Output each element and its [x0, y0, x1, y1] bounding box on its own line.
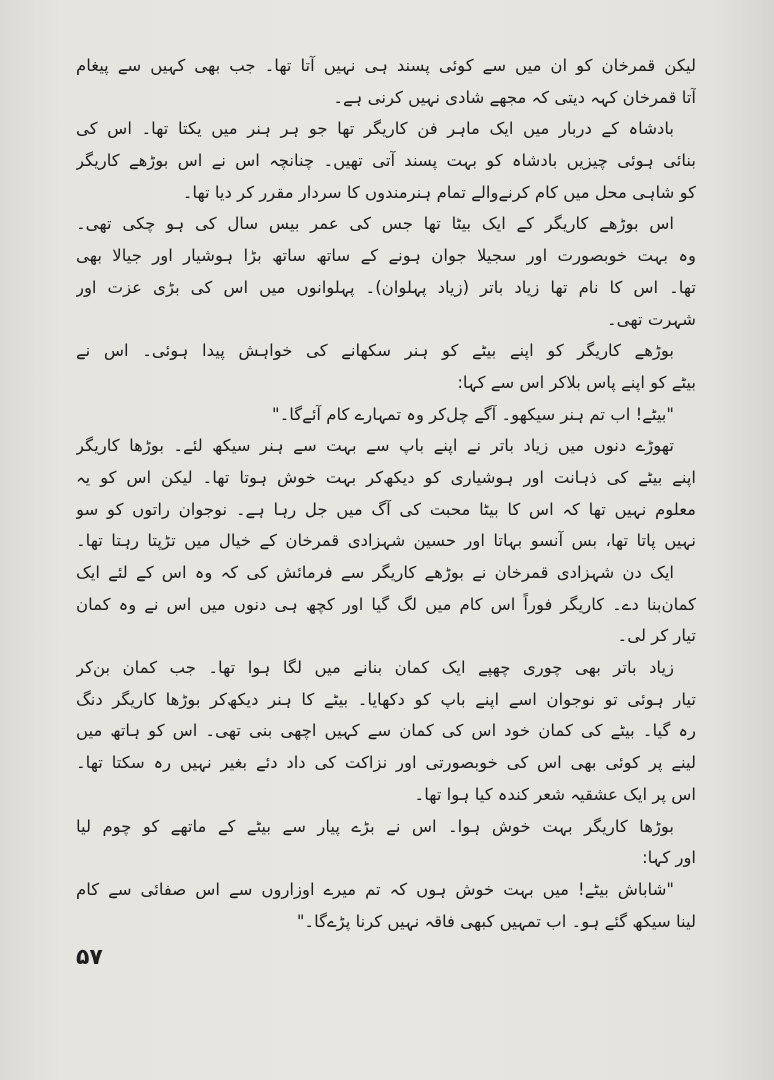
text-line: بیٹے کو اپنے پاس بلاکر اس سے کہا: — [457, 372, 696, 392]
text-line: تھوڑے دنوں میں زیاد باتر نے اپنے باپ سے بہت سے ہنر سیکھ لئے۔ بوڑھا کاریگر — [76, 436, 674, 456]
text-line: تیار کر لی۔ — [617, 626, 696, 646]
text-line: اس بوڑھے کاریگر کے ایک بیٹا تھا جس کی عمر بیس سال کی ہو چکی تھی۔ — [76, 214, 674, 234]
body-text — [76, 50, 696, 937]
text-line: لینے پر کوئی بھی اس کی خوبصورتی اور نزاکت کی داد دئے بغیر نہیں رہ سکتا تھا۔ — [76, 753, 696, 773]
text-line: نہیں پاتا تھا، بس آنسو بہاتا اور حسین شہزادی قمرخان کے خیال میں تڑپتا رہتا تھا۔ — [76, 531, 696, 551]
text-line: اپنے بیٹے کی ذہانت اور ہوشیاری کو دیکھ‌کر بہت خوش ہوتا تھا۔ لیکن اس کو یہ — [76, 467, 696, 487]
text-line: اور کہا: — [642, 848, 696, 868]
text-line: بوڑھا کاریگر بہت خوش ہوا۔ اس نے بڑے پیار سے بیٹے کے ماتھے کو چوم لیا — [76, 816, 674, 836]
text-line: رہ گیا۔ بیٹے کی کمان خود اس کی کمان سے کہیں اچھی بنی تھی۔ اس کو ہاتھ میں — [76, 721, 696, 741]
text-line: بنائی ہوئی چیزیں بادشاہ کو بہت پسند آتی تھیں۔ چنانچہ اس نے اس بوڑھے کاریگر — [76, 151, 696, 171]
text-line: وہ بہت خوبصورت اور سجیلا جوان ہونے کے ساتھ ساتھ بڑا ہوشیار اور جیالا بھی — [76, 246, 696, 266]
text-line: اس پر ایک عشقیہ شعر کندہ کیا ہوا تھا۔ — [414, 784, 696, 804]
text-line: "بیٹے! اب تم ہنر سیکھو۔ آگے چل‌کر وہ تمہارے کام آئےگا۔" — [272, 404, 674, 424]
text-line: آتا قمرخان کہہ دیتی کہ مجھے شادی نہیں کرنی ہے۔ — [333, 87, 696, 107]
text-line: کمان‌بنا دے۔ کاریگر فوراً اس کام میں لگ گیا اور کچھ ہی دنوں میں اس نے وہ کمان — [76, 594, 696, 614]
page-number: ۵۷ — [76, 945, 103, 970]
text-line: "شاباش بیٹے! میں بہت خوش ہوں کہ تم میرے اوزاروں سے اس صفائی سے کام — [76, 879, 674, 899]
text-line: بوڑھے کاریگر کو اپنے بیٹے کو ہنر سکھانے کی خواہش پیدا ہوئی۔ اس نے — [76, 341, 674, 361]
text-line: شہرت تھی۔ — [607, 309, 696, 329]
text-line: تیار ہوئی تو نوجوان اسے اپنے باپ کو دکھایا۔ بیٹے کا ہنر دیکھ‌کر بوڑھا کاریگر دنگ — [76, 689, 696, 709]
text-line: بادشاہ کے دربار میں ایک ماہر فن کاریگر تھا جو ہر ہنر میں یکتا تھا۔ اس کی — [76, 119, 674, 139]
text-line: کو شاہی محل میں کام کرنےوالے تمام ہنرمندوں کا سردار مقرر کر دیا تھا۔ — [182, 182, 696, 202]
text-line: تھا۔ اس کا نام تھا زیاد باتر (زیاد پہلوان)۔ پہلوانوں میں اس کی بڑی عزت اور — [76, 277, 696, 297]
text-line: لینا سیکھ گئے ہو۔ اب تمہیں کبھی فاقہ نہیں کرنا پڑےگا۔" — [296, 911, 696, 931]
text-line: ایک دن شہزادی قمرخان نے بوڑھے کاریگر سے فرمائش کی کہ وہ اس کے لئے ایک — [76, 563, 674, 582]
text-line: معلوم نہیں تھا کہ اس کا بیٹا محبت کی آگ میں جل رہا ہے۔ نوجوان راتوں کو سو — [76, 499, 696, 519]
text-line: لیکن قمرخان کو ان میں سے کوئی پسند ہی نہیں آتا تھا۔ جب بھی کہیں سے پیغام — [76, 56, 696, 75]
text-line: زیاد باتر بھی چوری چھپے ایک کمان بنانے میں لگا ہوا تھا۔ جب کمان بن‌کر — [76, 658, 674, 678]
